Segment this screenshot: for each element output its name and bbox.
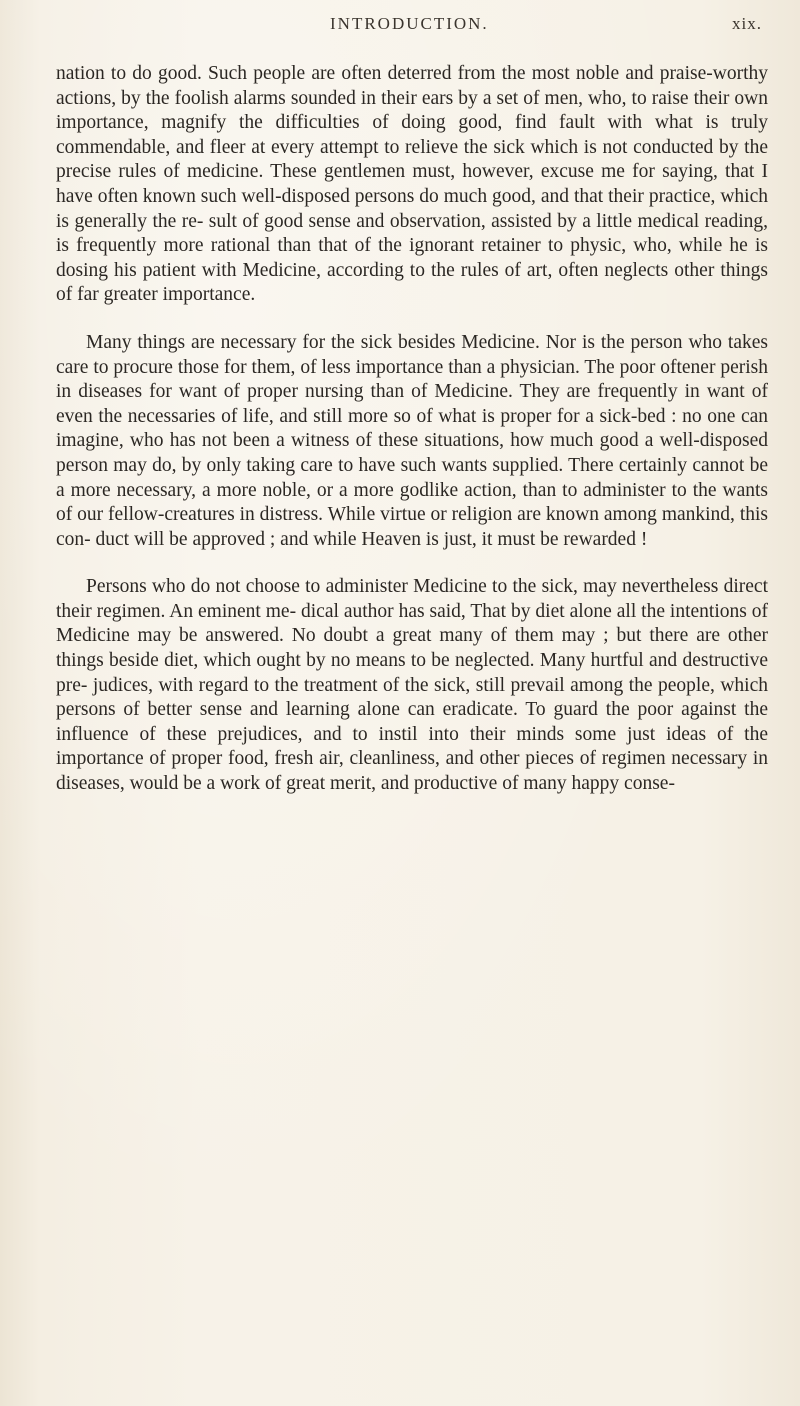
body-text [56, 62, 768, 797]
paragraph-3: Persons who do not choose to administer Medicine to the sick, may nevertheless direct their regimen. An eminent me- dical author has said, That by diet alone all the intentions of Medicine may be answered. No doubt a great many of them may ; but there are other things beside diet, which ought by no means to be neglected. Many hurtful and destructive pre- judices, with regard to the treatment of the sick, still prevail among the people, which persons of better sense and learning alone can eradicate. To guard the poor against the influence of these prejudices, and to instil into their minds some just ideas of the importance of proper food, fresh air, cleanliness, and other pieces of regimen necessary in diseases, would be a work of great merit, and productive of many happy conse- [56, 576, 768, 795]
paragraph-2: Many things are necessary for the sick besides Medicine. Nor is the person who takes care to procure those for them, of less importance than a physician. The poor oftener perish in diseases for want of proper nursing than of Medicine. They are frequently in want of even the necessaries of life, and still more so of what is proper for a sick-bed : no one can imagine, who has not been a witness of these situations, how much good a well-disposed person may do, by only taking care to have such wants supplied. There certainly cannot be a more necessary, a more noble, or a more godlike action, than to administer to the wants of our fellow-creatures in distress. While virtue or religion are known among mankind, this con- duct will be approved ; and while Heaven is just, it must be rewarded ! [56, 331, 768, 550]
running-title: INTRODUCTION. [330, 14, 489, 33]
page-number: xix. [732, 14, 762, 33]
paragraph-1: nation to do good. Such people are often deterred from the most noble and praise-worthy actions, by the foolish alarms sounded in their ears by a set of men, who, to raise their own importance, magnify the difficulties of doing good, find fault with what is truly commendable, and fleer at every attempt to relieve the sick which is not conducted by the precise rules of medicine. These gentlemen must, however, excuse me for saying, that I have often known such well-disposed persons do much good, and that their practice, which is generally the re- sult of good sense and observation, assisted by a little medical reading, is frequently more rational than that of the ignorant retainer to physic, who, while he is dosing his patient with Medicine, according to the rules of art, often neglects other things of far greater importance. [56, 63, 768, 306]
running-head [0, 14, 800, 44]
